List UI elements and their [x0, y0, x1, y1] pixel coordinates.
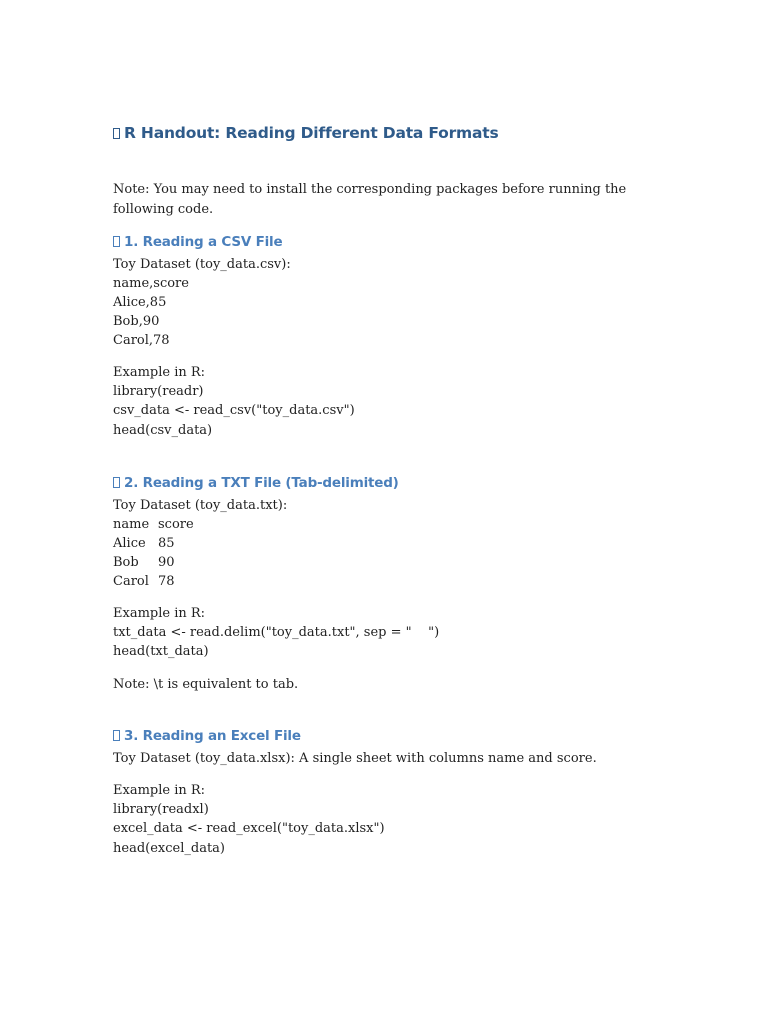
section-1-heading-text: 1. Reading a CSV File — [124, 234, 283, 250]
code-line: library(readxl) — [113, 802, 209, 817]
section-2-note: Note: \t is equivalent to tab. — [113, 677, 299, 692]
section-3-example-label: Example in R: — [113, 783, 206, 798]
page-title-text: R Handout: Reading Different Data Formats — [124, 124, 499, 142]
section-1-example-label: Example in R: — [113, 365, 206, 380]
table-cell: Carol — [113, 574, 149, 589]
section-2-dataset-label: Toy Dataset (toy_data.txt): — [113, 498, 288, 513]
code-line: head(excel_data) — [113, 841, 225, 856]
csv-data-line: Carol,78 — [113, 333, 170, 348]
code-line: excel_data <- read_excel("toy_data.xlsx") — [113, 821, 385, 836]
table-row — [113, 515, 194, 534]
code-line: txt_data <- read.delim("toy_data.txt", sep = " ") — [113, 625, 440, 640]
table-row — [113, 534, 175, 553]
code-line: head(txt_data) — [113, 644, 209, 659]
section-1-heading — [113, 234, 282, 250]
code-line: library(readr) — [113, 384, 204, 399]
code-line: head(csv_data) — [113, 423, 213, 438]
missing-glyph-box-icon — [113, 128, 120, 139]
missing-glyph-box-icon — [113, 730, 120, 741]
section-1-dataset-label: Toy Dataset (toy_data.csv): — [113, 257, 291, 272]
table-cell: 85 — [158, 536, 175, 551]
section-3-dataset-label: Toy Dataset (toy_data.xlsx): A single sheet with columns name and score. — [113, 751, 597, 766]
table-cell: name — [113, 517, 150, 532]
intro-note: Note: You may need to install the corresponding packages before running the following code. — [113, 182, 627, 217]
page-title — [113, 124, 499, 142]
missing-glyph-box-icon — [113, 236, 120, 247]
table-cell: score — [158, 517, 194, 532]
section-2-heading-text: 2. Reading a TXT File (Tab-delimited) — [124, 475, 399, 491]
csv-data-line: Bob,90 — [113, 314, 160, 329]
section-3-heading — [113, 728, 301, 744]
missing-glyph-box-icon — [113, 477, 120, 488]
table-row — [113, 572, 175, 591]
section-2-heading — [113, 475, 399, 491]
table-cell: Bob — [113, 555, 139, 570]
table-row — [113, 553, 175, 572]
table-cell: 90 — [158, 555, 175, 570]
csv-data-line: name,score — [113, 276, 189, 291]
table-cell: Alice — [113, 536, 146, 551]
table-cell: 78 — [158, 574, 175, 589]
csv-data-line: Alice,85 — [113, 295, 167, 310]
section-2-example-label: Example in R: — [113, 606, 206, 621]
section-3-heading-text: 3. Reading an Excel File — [124, 728, 301, 744]
code-line: csv_data <- read_csv("toy_data.csv") — [113, 403, 355, 418]
